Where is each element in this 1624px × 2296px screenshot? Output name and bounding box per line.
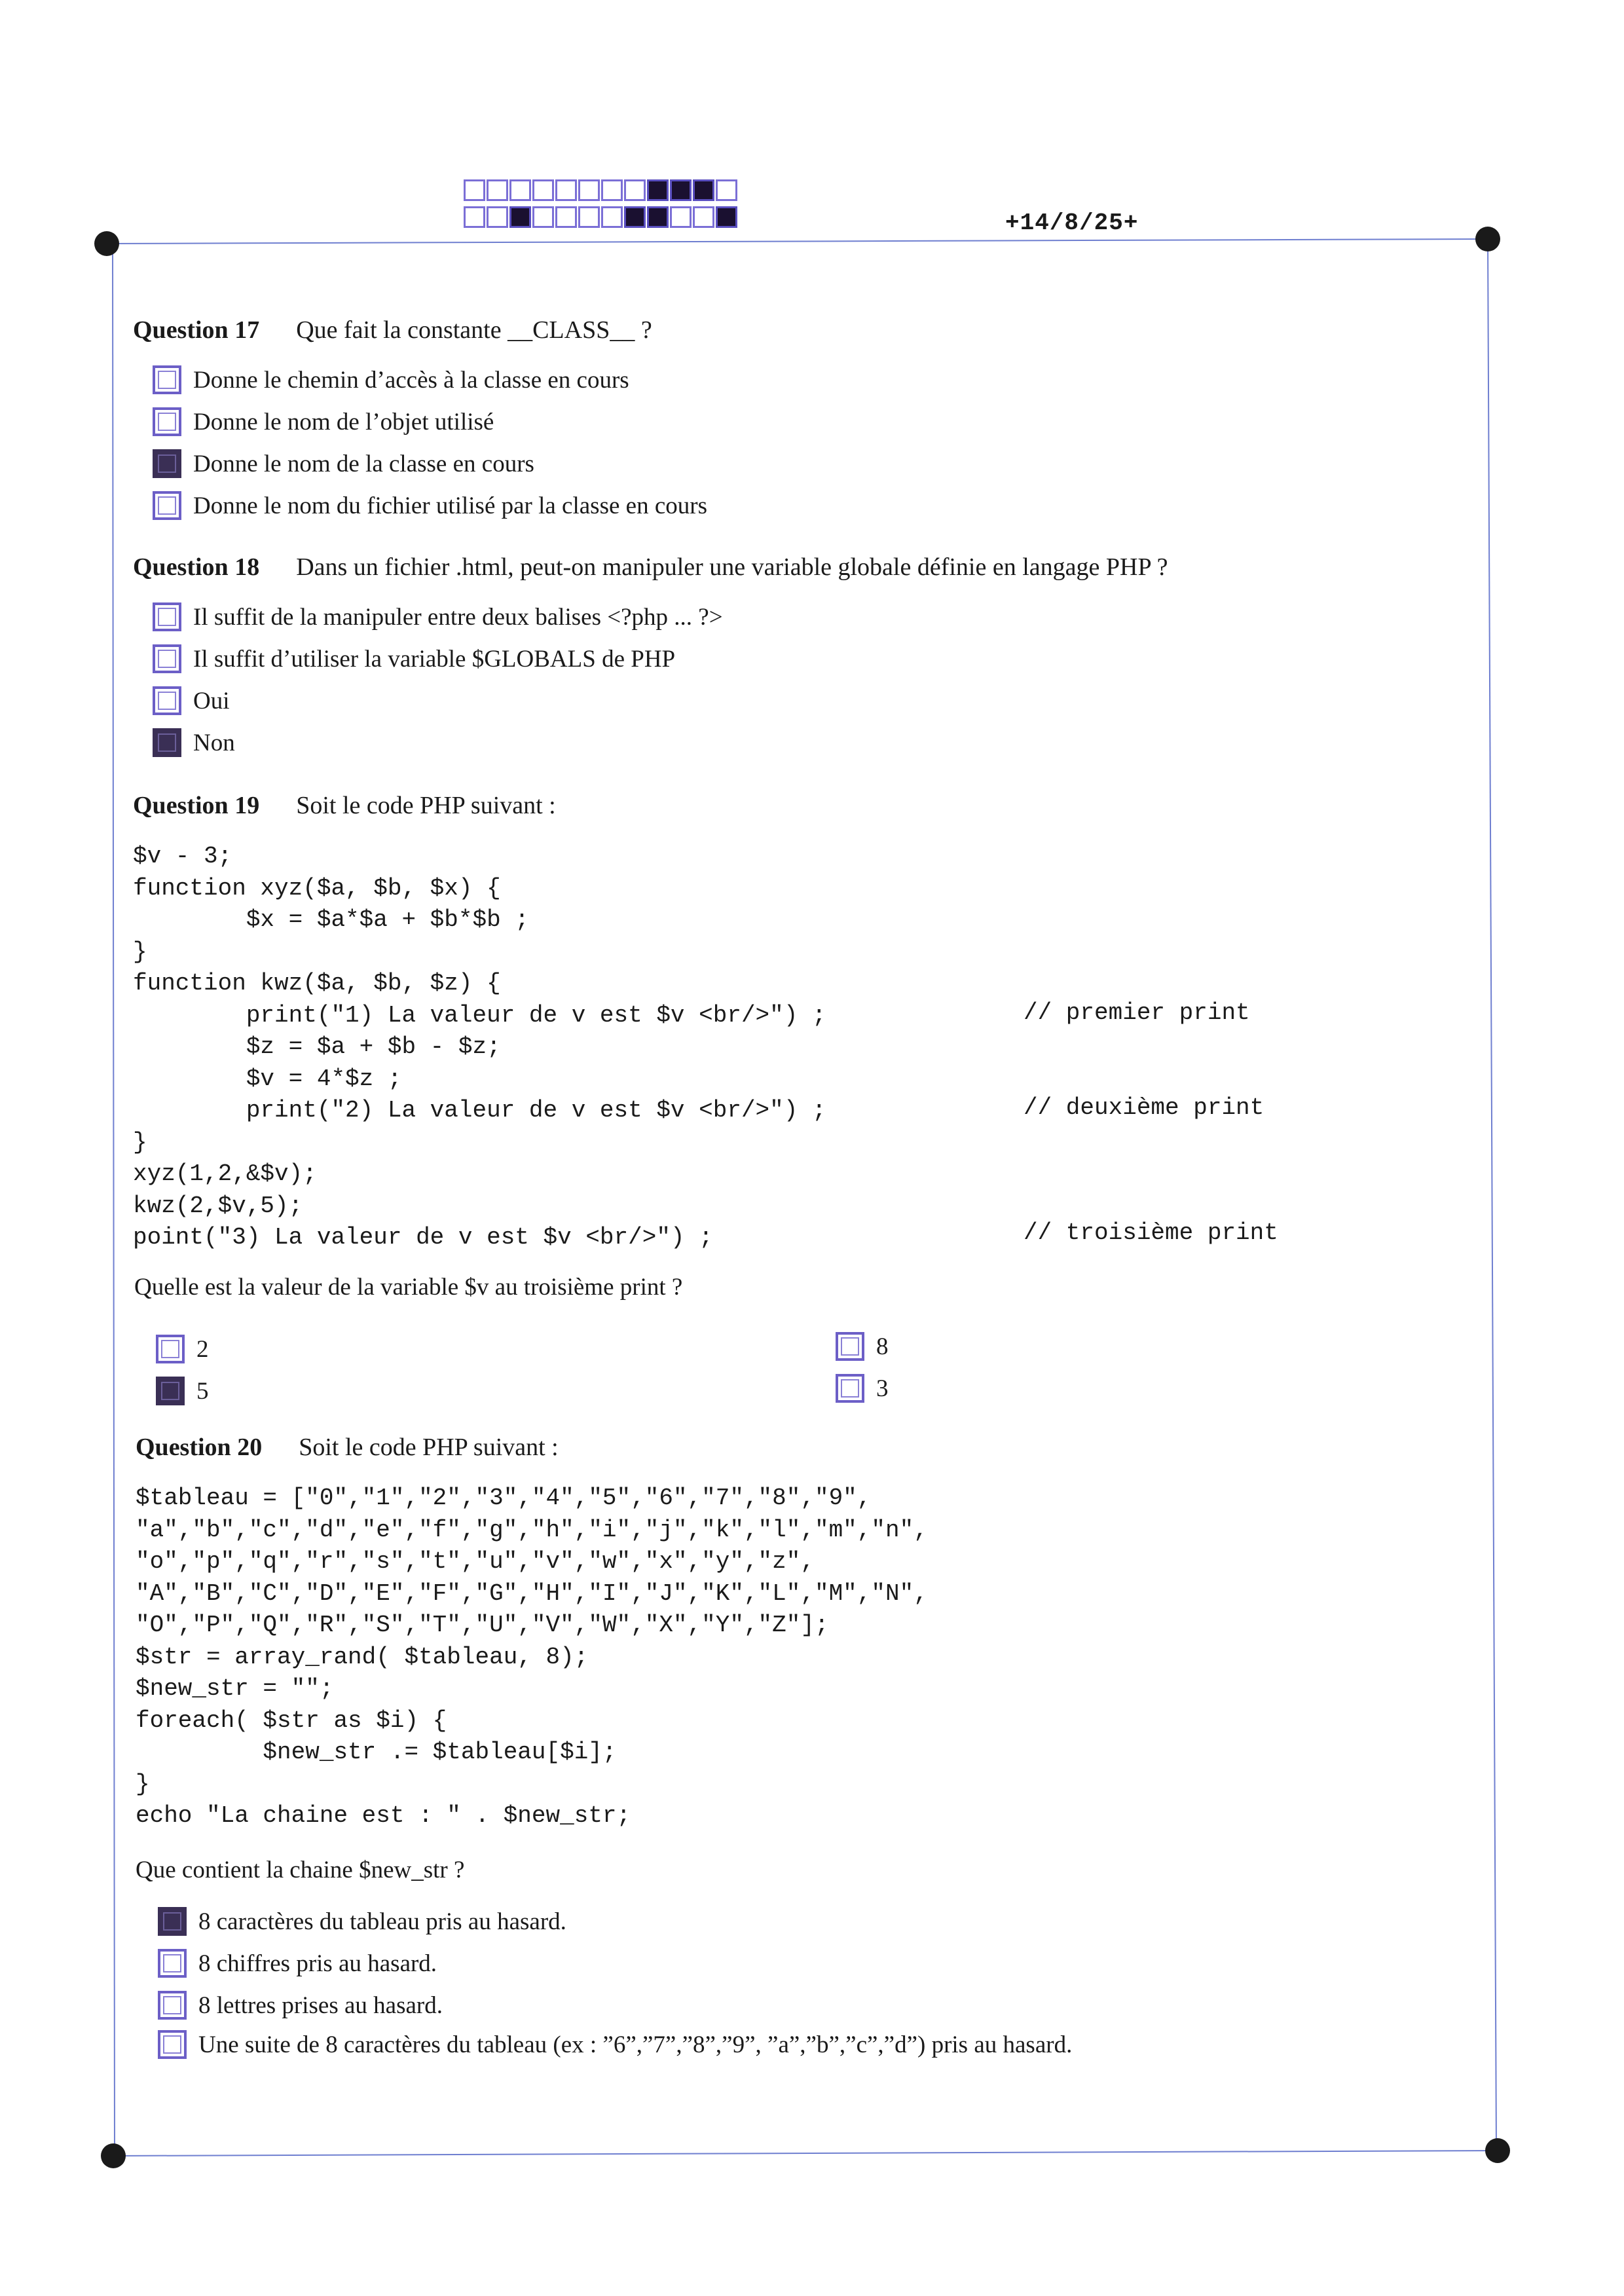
barcode-cell <box>509 179 531 201</box>
answer-option[interactable] <box>153 449 534 478</box>
answer-option[interactable] <box>153 491 707 520</box>
barcode-cell <box>464 206 485 228</box>
code-line: point("3) La valeur de v est $v <br/>") ; <box>133 1224 713 1251</box>
checkbox[interactable] <box>153 686 181 715</box>
code-line: $new_str .= $tableau[$i]; <box>136 1739 617 1766</box>
checkbox[interactable] <box>153 449 181 478</box>
barcode-cell <box>555 179 577 201</box>
option-label: 8 chiffres pris au hasard. <box>198 1950 437 1977</box>
answer-option[interactable] <box>153 644 675 673</box>
checkbox[interactable] <box>158 1907 187 1936</box>
barcode-cell <box>578 179 600 201</box>
checkbox[interactable] <box>158 2030 187 2059</box>
answer-option[interactable] <box>158 1991 443 2020</box>
barcode-row <box>464 179 737 201</box>
code-line: kwz(2,$v,5); <box>133 1192 303 1219</box>
code-line: print("2) La valeur de v est $v <br/>") ; <box>133 1097 826 1124</box>
question-number: Question 18 <box>133 553 260 581</box>
question-text: Dans un fichier .html, peut-on manipuler une variable globale définie en langage PHP ? <box>296 553 1168 581</box>
code-line: echo "La chaine est : " . $new_str; <box>136 1802 631 1829</box>
answer-option[interactable] <box>836 1332 889 1361</box>
code-line: } <box>136 1770 150 1798</box>
option-label: Il suffit d’utiliser la variable $GLOBALS de PHP <box>193 645 676 673</box>
option-label: Donne le nom de l’objet utilisé <box>193 408 494 435</box>
barcode-cell <box>601 179 623 201</box>
option-label: Une suite de 8 caractères du tableau (ex : ”6”,”7”,”8”,”9”, ”a”,”b”,”c”,”d”) pris au hasard. <box>198 2031 1073 2058</box>
option-label: Non <box>193 729 235 756</box>
answer-option[interactable] <box>153 365 629 394</box>
code-block <box>133 841 826 1254</box>
question-18-header <box>133 553 1168 582</box>
code-line: } <box>133 1128 147 1156</box>
barcode-cell <box>601 206 623 228</box>
checkbox[interactable] <box>836 1374 864 1403</box>
checkbox[interactable] <box>158 1949 187 1978</box>
barcode-cell <box>487 206 508 228</box>
question-20-header <box>136 1433 559 1462</box>
answer-option[interactable] <box>156 1335 209 1363</box>
corner-mark-bl <box>101 2143 126 2168</box>
code-line: $x = $a*$a + $b*$b ; <box>133 906 529 933</box>
option-label: 8 <box>876 1333 889 1360</box>
barcode-cell <box>464 179 485 201</box>
barcode-cell <box>693 206 714 228</box>
barcode-cell <box>532 206 554 228</box>
checkbox[interactable] <box>153 644 181 673</box>
checkbox[interactable] <box>153 491 181 520</box>
checkbox[interactable] <box>153 407 181 436</box>
code-line: xyz(1,2,&$v); <box>133 1160 317 1187</box>
answer-option[interactable] <box>153 728 235 757</box>
page-barcode <box>464 179 737 228</box>
code-line: $z = $a + $b - $z; <box>133 1033 501 1060</box>
option-label: Donne le nom de la classe en cours <box>193 450 534 477</box>
question-text: Soit le code PHP suivant : <box>299 1434 559 1461</box>
code-comment: // premier print <box>1024 999 1250 1026</box>
code-line: "O","P","Q","R","S","T","U","V","W","X","Y","Z"]; <box>136 1612 829 1639</box>
code-line: } <box>133 938 147 965</box>
question-number: Question 19 <box>133 792 260 819</box>
barcode-cell <box>624 179 646 201</box>
page-id: +14/8/25+ <box>1005 210 1139 236</box>
barcode-cell <box>716 206 737 228</box>
barcode-cell <box>670 179 692 201</box>
option-label: 8 lettres prises au hasard. <box>198 1991 443 2019</box>
barcode-cell <box>716 179 737 201</box>
checkbox[interactable] <box>156 1377 185 1405</box>
barcode-cell <box>647 206 669 228</box>
question-17-header <box>133 316 652 344</box>
checkbox[interactable] <box>153 365 181 394</box>
answer-option[interactable] <box>158 2030 1072 2059</box>
code-line: "A","B","C","D","E","F","G","H","I","J","K","L","M","N", <box>136 1580 928 1607</box>
answer-option[interactable] <box>836 1374 889 1403</box>
answer-option[interactable] <box>153 407 494 436</box>
barcode-cell <box>532 179 554 201</box>
question-number: Question 20 <box>136 1434 263 1461</box>
option-label: 8 caractères du tableau pris au hasard. <box>198 1908 566 1935</box>
barcode-cell <box>670 206 692 228</box>
question-text: Que fait la constante __CLASS__ ? <box>296 316 652 344</box>
code-line: function xyz($a, $b, $x) { <box>133 874 501 902</box>
code-line: $str = array_rand( $tableau, 8); <box>136 1643 589 1671</box>
answer-option[interactable] <box>158 1949 437 1978</box>
code-block <box>136 1483 928 1832</box>
code-line: foreach( $str as $i) { <box>136 1707 447 1734</box>
code-line: "o","p","q","r","s","t","u","v","w","x","y","z", <box>136 1548 815 1575</box>
option-label: Donne le chemin d’accès à la classe en cours <box>193 366 629 394</box>
question-text: Soit le code PHP suivant : <box>296 792 556 819</box>
checkbox[interactable] <box>836 1332 864 1361</box>
code-line: $v - 3; <box>133 843 232 870</box>
checkbox[interactable] <box>156 1335 185 1363</box>
corner-mark-tl <box>94 231 119 256</box>
barcode-row <box>464 206 737 228</box>
code-comment: // troisième print <box>1024 1219 1278 1246</box>
question-19-header <box>133 791 556 820</box>
code-comment: // deuxième print <box>1024 1094 1264 1121</box>
question-number: Question 17 <box>133 316 260 344</box>
corner-mark-tr <box>1475 227 1500 251</box>
option-label: Oui <box>193 687 230 714</box>
question-prompt: Que contient la chaine $new_str ? <box>136 1857 465 1883</box>
option-label: 5 <box>196 1377 209 1405</box>
code-line: $new_str = ""; <box>136 1675 334 1702</box>
barcode-cell <box>693 179 714 201</box>
question-prompt: Quelle est la valeur de la variable $v au troisième print ? <box>134 1274 683 1301</box>
barcode-cell <box>487 179 508 201</box>
code-line: function kwz($a, $b, $z) { <box>133 970 501 997</box>
option-label: Donne le nom du fichier utilisé par la classe en cours <box>193 492 707 519</box>
barcode-cell <box>578 206 600 228</box>
checkbox[interactable] <box>153 728 181 757</box>
option-label: Il suffit de la manipuler entre deux balises <?php ... ?> <box>193 603 723 631</box>
barcode-cell <box>647 179 669 201</box>
code-line: "a","b","c","d","e","f","g","h","i","j","k","l","m","n", <box>136 1516 928 1544</box>
answer-option[interactable] <box>153 686 230 715</box>
answer-option[interactable] <box>156 1377 209 1405</box>
code-line: $v = 4*$z ; <box>133 1065 402 1092</box>
option-label: 3 <box>876 1375 889 1402</box>
code-line: $tableau = ["0","1","2","3","4","5","6","7","8","9", <box>136 1485 872 1511</box>
barcode-cell <box>624 206 646 228</box>
answer-option[interactable] <box>158 1907 566 1936</box>
corner-mark-br <box>1485 2138 1510 2163</box>
barcode-cell <box>555 206 577 228</box>
code-line: print("1) La valeur de v est $v <br/>") ; <box>133 1001 826 1029</box>
checkbox[interactable] <box>158 1991 187 2020</box>
answer-option[interactable] <box>153 602 723 631</box>
barcode-cell <box>509 206 531 228</box>
checkbox[interactable] <box>153 602 181 631</box>
option-label: 2 <box>196 1335 209 1363</box>
